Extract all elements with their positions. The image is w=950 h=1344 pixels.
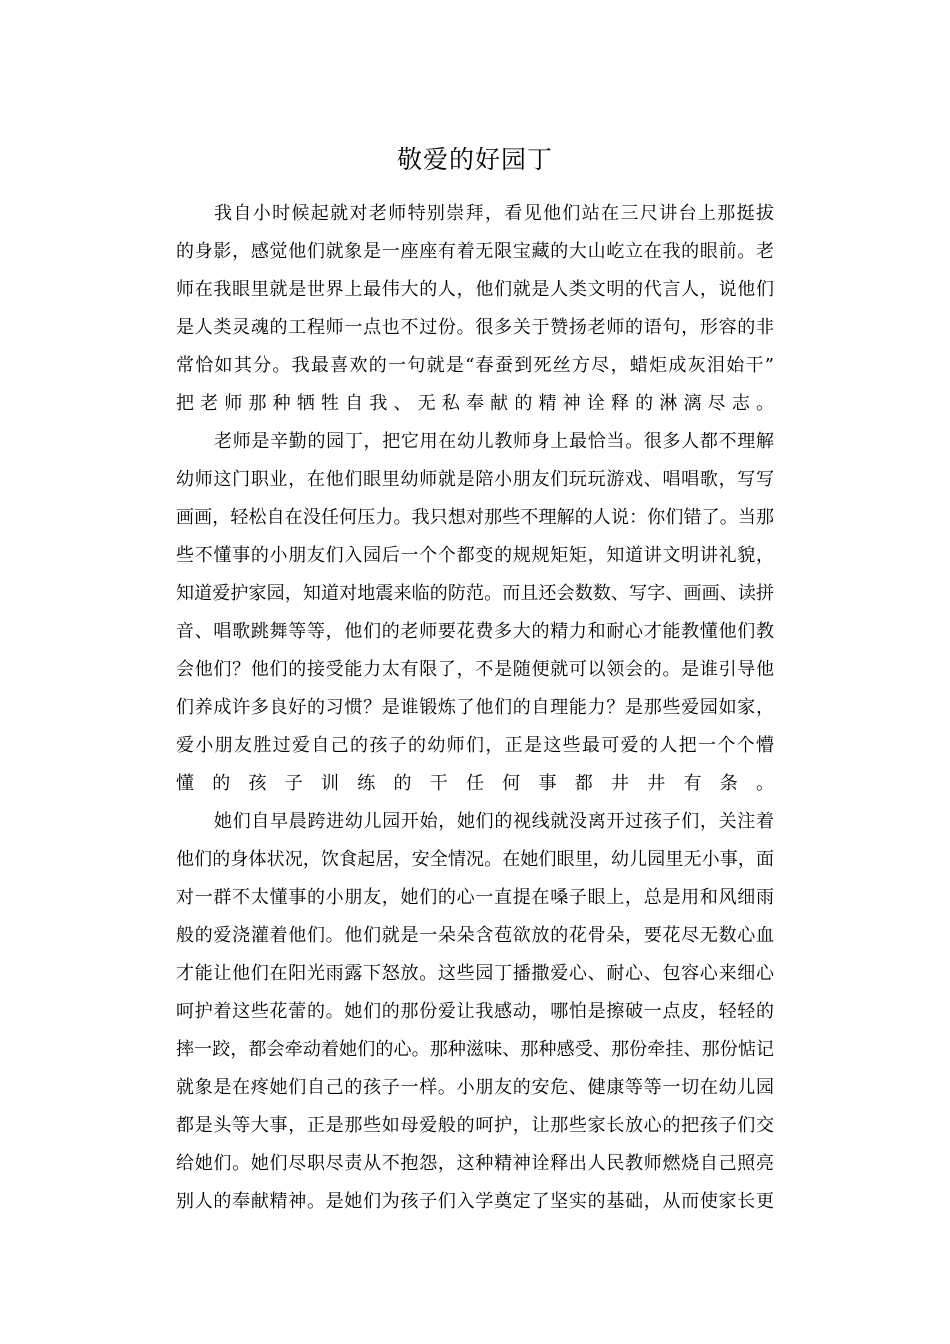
text-line: 摔一跤，都会牵动着她们的心。那种滋味、那种感受、那份牵挂、那份惦记	[176, 1039, 774, 1060]
text-line: 般的爱浇灌着他们。他们就是一朵朵含苞欲放的花骨朵，要花尽无数心血	[176, 925, 774, 946]
text-line: 的身影，感觉他们就象是一座座有着无限宝藏的大山屹立在我的眼前。老	[176, 241, 774, 262]
text-line: 是人类灵魂的工程师一点也不过份。很多关于赞扬老师的语句，形容的非	[176, 317, 774, 338]
text-line: 音、唱歌跳舞等等，他们的老师要花费多大的精力和耐心才能教懂他们教	[176, 621, 774, 642]
text-line: 些不懂事的小朋友们入园后一个个都变的规规矩矩，知道讲文明讲礼貌，	[176, 545, 774, 566]
text-line: 我自小时候起就对老师特别崇拜，看见他们站在三尺讲台上那挺拔	[214, 203, 774, 224]
text-line: 才能让他们在阳光雨露下怒放。这些园丁播撒爱心、耐心、包容心来细心	[176, 963, 774, 984]
text-line: 别人的奉献精神。是她们为孩子们入学奠定了坚实的基础，从而使家长更	[176, 1191, 774, 1212]
text-line: 师在我眼里就是世界上最伟大的人，他们就是人类文明的代言人，说他们	[176, 279, 774, 300]
document-title: 敬爱的好园丁	[396, 145, 553, 174]
paragraph-2	[176, 423, 774, 803]
text-line: 懂的孩子训练的干任何事都井井有条。	[176, 773, 774, 794]
text-line: 他们的身体状况，饮食起居，安全情况。在她们眼里，幼儿园里无小事，面	[176, 849, 774, 870]
text-line: 她们自早晨跨进幼儿园开始，她们的视线就没离开过孩子们，关注着	[214, 811, 774, 832]
text-line: 知道爱护家园，知道对地震来临的防范。而且还会数数、写字、画画、读拼	[176, 583, 774, 604]
document-body	[176, 195, 774, 1221]
text-line: 对一群不太懂事的小朋友，她们的心一直提在嗓子眼上，总是用和风细雨	[176, 887, 774, 908]
text-line: 都是头等大事，正是那些如母爱般的呵护，让那些家长放心的把孩子们交	[176, 1115, 774, 1136]
text-line: 老师是辛勤的园丁，把它用在幼儿教师身上最恰当。很多人都不理解	[214, 431, 774, 452]
text-line: 会他们？他们的接受能力太有限了，不是随便就可以领会的。是谁引导他	[176, 659, 774, 680]
paragraph-1	[176, 195, 774, 423]
text-line: 常恰如其分。我最喜欢的一句就是“春蚕到死丝方尽，蜡炬成灰泪始干”	[176, 355, 774, 376]
text-line: 就象是在疼她们自己的孩子一样。小朋友的安危、健康等等一切在幼儿园	[176, 1077, 774, 1098]
text-line: 画画，轻松自在没任何压力。我只想对那些不理解的人说：你们错了。当那	[176, 507, 774, 528]
text-line: 把老师那种牺牲自我、无私奉献的精神诠释的淋漓尽志。	[176, 393, 774, 414]
text-line: 给她们。她们尽职尽责从不抱怨，这种精神诠释出人民教师燃烧自己照亮	[176, 1153, 774, 1174]
text-line: 们养成许多良好的习惯？是谁锻炼了他们的自理能力？是那些爱园如家，	[176, 697, 774, 718]
text-line: 呵护着这些花蕾的。她们的那份爱让我感动，哪怕是擦破一点皮，轻轻的	[176, 1001, 774, 1022]
paragraph-3	[176, 803, 774, 1221]
text-line: 幼师这门职业，在他们眼里幼师就是陪小朋友们玩玩游戏、唱唱歌，写写	[176, 469, 774, 490]
text-line: 爱小朋友胜过爱自己的孩子的幼师们，正是这些最可爱的人把一个个懵	[176, 735, 774, 756]
